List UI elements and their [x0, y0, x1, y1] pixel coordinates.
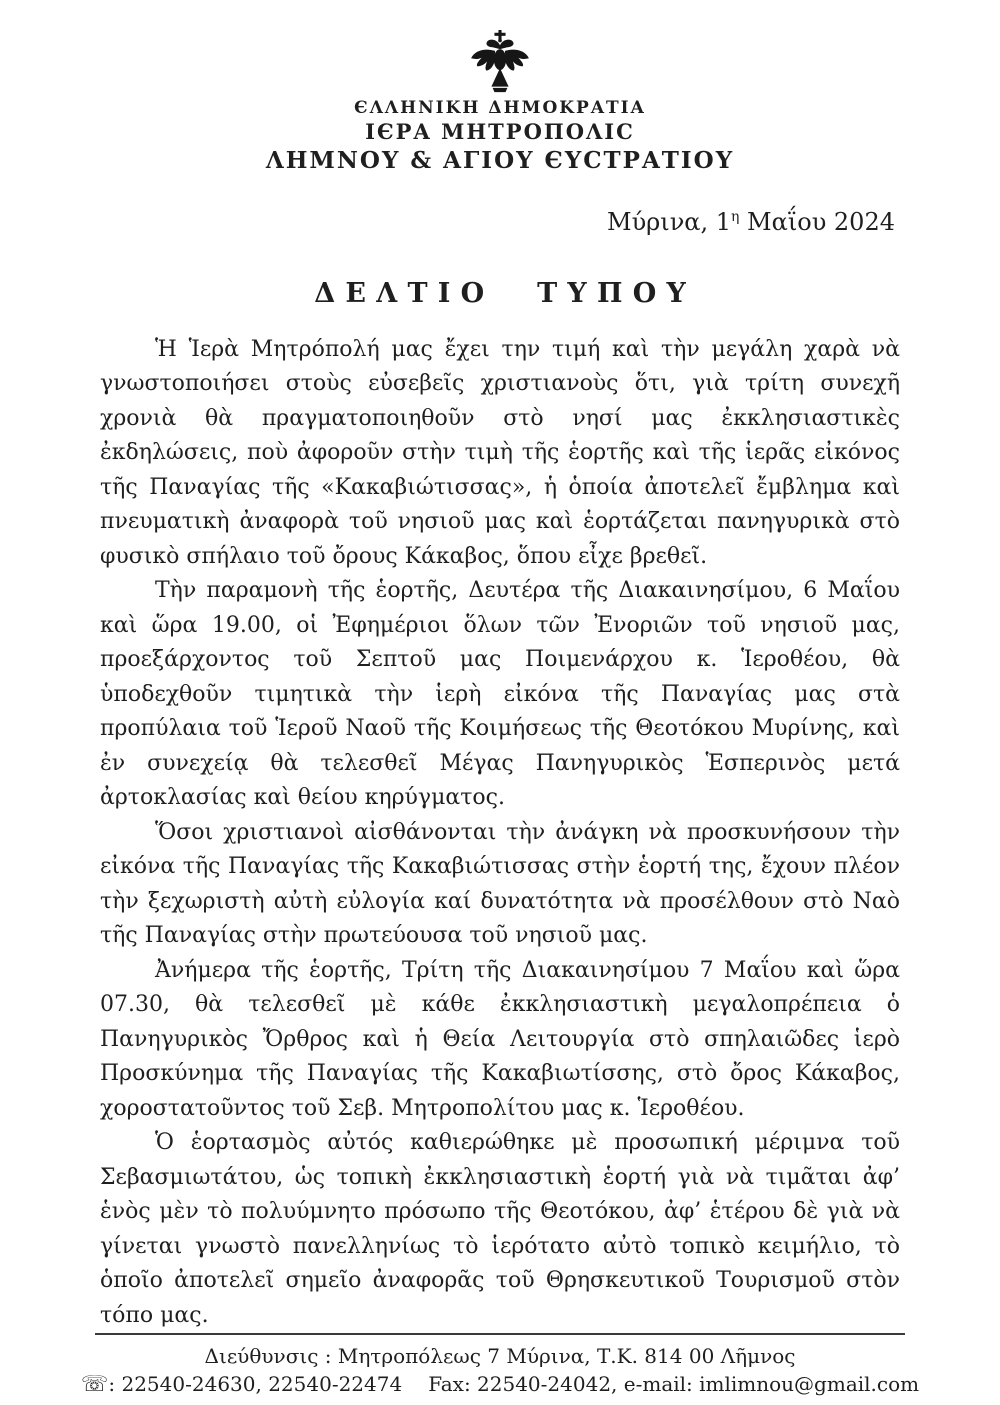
dateline-prefix: Μύρινα, 1	[607, 207, 732, 236]
letterhead-region-line: ΛΗΜΝΟΥ & ΑΓΙΟΥ ЄΥCΤΡΑΤΙΟΥ	[265, 146, 735, 174]
letterhead-footer	[0, 1333, 1000, 1399]
contact-line	[0, 1370, 1000, 1399]
dateline	[0, 208, 1000, 236]
paragraph-1: Ἡ Ἱερὰ Μητρόπολή μας ἔχει την τιμή καὶ τὴν μεγάλη χαρὰ νὰ γνωστοποιήσει στοὺς εὐσεβεῖς χριστιανοὺς ὅτι, γιὰ τρίτη συνεχῆ χρονιὰ θὰ πραγματοποιηθοῦν στὸ νησί μας ἐκκλησιαστικὲς ἐκδηλώσεις, ποὺ ἀφοροῦν στὴν τιμὴ τῆς ἑορτῆς καὶ τῆς ἱερᾶς εἰκόνος τῆς Παναγίας τῆς «Κακαβιώτισσας», ἡ ὁποία ἀποτελεῖ ἔμβλημα καὶ πνευματικὴ ἀναφορὰ τοῦ νησιοῦ μας καὶ ἑορτάζεται πανηγυρικὰ στὸ φυσικὸ σπήλαιο τοῦ ὄρους Κάκαβος, ὅπου εἶχε βρεθεῖ.	[100, 336, 900, 569]
letterhead	[0, 30, 1000, 174]
paragraph-5: Ὁ ἑορτασμὸς αὐτός καθιερώθηκε μὲ προσωπική μέριμνα τοῦ Σεβασμιωτάτου, ὡς τοπικὴ ἐκκλησιαστικὴ ἑορτή γιὰ νὰ τιμᾶται ἀφ’ ἑνὸς μὲν τὸ πολυύμνητο πρόσωπο τῆς Θεοτόκου, ἀφ’ ἑτέρου δὲ γιὰ νὰ γίνεται γνωστὸ πανελληνίως τὸ ἱερότατο αὐτὸ τοπικὸ κειμήλιο, τὸ ὁποῖο ἀποτελεῖ σημεῖο ἀναφορᾶς τοῦ Θρησκευτικοῦ Τουρισμοῦ στὸν τόπο μας.	[100, 1130, 900, 1328]
letterhead-state-line: ЄΛΛΗΝΙΚΗ ΔΗΜΟΚΡΑΤΙΑ	[354, 98, 646, 118]
paragraph-3: Ὅσοι χριστιανοὶ αἰσθάνονται τὴν ἀνάγκη νὰ προσκυνήσουν τὴν εἰκόνα τῆς Παναγίας τῆς Κακαβιώτισσας στὴν ἑορτή της, ἔχουν πλέον τὴν ξεχωριστὴ αὐτὴ εὐλογία καί δυνατότητα νὰ προσέλθουν στὸ Ναὸ τῆς Παναγίας στὴν πρωτεύουσα τοῦ νησιοῦ μας.	[100, 819, 900, 949]
paragraph-4: Ἀνήμερα τῆς ἑορτῆς, Τρίτη τῆς Διακαινησίμου 7 Μαΐου καὶ ὥρα 07.30, θὰ τελεσθεῖ μὲ κάθε ἐκκλησιαστικὴ μεγαλοπρέπεια ὁ Πανηγυρικὸς Ὄρθρος καὶ ἡ Θεία Λειτουργία στὸ σπηλαιῶδες ἱερὸ Προσκύνημα τῆς Παναγίας τῆς Κακαβιωτίσσης, στὸ ὄρος Κάκαβος, χοροστατοῦντος τοῦ Σεβ. Μητροπολίτου μας κ. Ἱεροθέου.	[100, 957, 900, 1121]
fax-and-email: Fax: 22540-24042, e-mail: imlimnou@gmail.com	[428, 1372, 920, 1397]
phone-numbers: : 22540-24630, 22540-22474	[108, 1372, 403, 1397]
footer-divider	[95, 1333, 905, 1335]
document-body	[100, 333, 900, 1334]
letterhead-metropolis-line: ΙЄΡΑ ΜΗΤΡΟΠΟΛΙC	[365, 119, 635, 145]
paragraph-2: Τὴν παραμονὴ τῆς ἑορτῆς, Δευτέρα τῆς Διακαινησίμου, 6 Μαΐου καὶ ὥρα 19.00, οἱ Ἐφημέριοι ὅλων τῶν Ἐνοριῶν τοῦ νησιοῦ μας, προεξάρχοντος τοῦ Σεπτοῦ μας Ποιμενάρχου κ. Ἱεροθέου, θὰ ὑποδεχθοῦν τιμητικὰ τὴν ἱερὴ εἰκόνα τῆς Παναγίας μας στὰ προπύλαια τοῦ Ἱεροῦ Ναοῦ τῆς Κοιμήσεως τῆς Θεοτόκου Μυρίνης, καὶ ἐν συνεχείᾳ θὰ τελεσθεῖ Μέγας Πανηγυρικὸς Ἑσπερινὸς μετά ἀρτοκλασίας καὶ θείου κηρύγματος.	[100, 578, 900, 811]
double-headed-eagle-icon	[469, 30, 531, 94]
document-title: ΔΕΛΤΙΟ ΤΥΠΟΥ	[314, 277, 697, 309]
address-line: Διεύθυνσις : Μητροπόλεως 7 Μύρινα, Τ.Κ. 814 00 Λῆμνος	[204, 1344, 796, 1369]
dateline-ordinal-superscript: η	[731, 208, 740, 225]
dateline-suffix: Μαΐου 2024	[739, 207, 895, 236]
telephone-icon: ☏	[80, 1372, 109, 1398]
